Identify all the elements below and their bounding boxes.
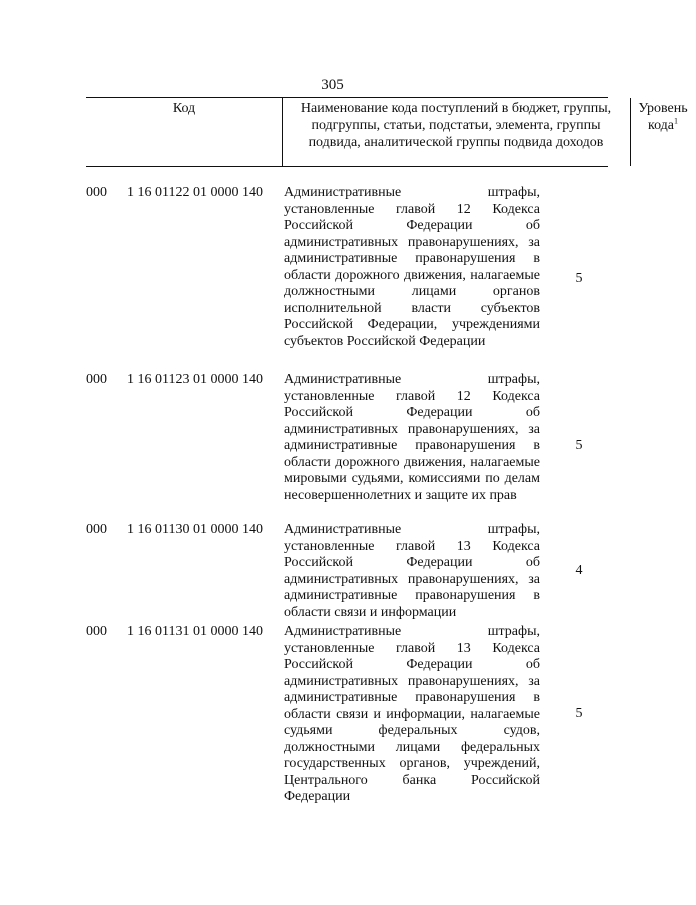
header-name-column [282,98,631,166]
code-level: 4 [575,563,583,578]
admin-code: 000 [86,624,107,639]
header-code-label: Код [172,101,196,116]
header-level-label [630,98,696,134]
revenue-code: 1 16 01123 01 0000 140 [127,372,263,387]
admin-code: 000 [86,185,107,200]
revenue-name: Административные штрафы, установленные главой 13 Кодекса Российской Федерации об административных правонарушениях, за административные правонарушения в области связи и информации, налагаемые судьями федеральных судов, должностными лицами федеральных государственных органов, учреждений, Центрального банка Российской Федерации [284,624,540,804]
header-code-column [86,98,283,166]
revenue-code: 1 16 01130 01 0000 140 [127,522,263,537]
revenue-name: Административные штрафы, установленные главой 12 Кодекса Российской Федерации об административных правонарушениях, за административные правонарушения в области дорожного движения, налагаемые мировыми судьями, комиссиями по делам несовершеннолетних и защите их прав [284,372,540,503]
page-number: 305 [321,77,344,93]
admin-code: 000 [86,372,107,387]
code-level: 5 [575,706,583,721]
admin-code: 000 [86,522,107,537]
revenue-name: Административные штрафы, установленные главой 12 Кодекса Российской Федерации об административных правонарушениях, за административные правонарушения в области дорожного движения, налагаемые должностными лицами органов исполнительной власти субъектов Российской Федерации, учреждениями субъектов Российской Федерации [284,185,540,349]
header-level-footnote: 1 [674,116,679,126]
header-level-text: Уровень кода [638,101,688,133]
code-level: 5 [575,438,583,453]
header-level-column [630,98,696,166]
table-header [86,97,688,167]
revenue-name: Административные штрафы, установленные главой 13 Кодекса Российской Федерации об административных правонарушениях, за административные правонарушения в области связи и информации [284,522,540,620]
revenue-code: 1 16 01122 01 0000 140 [127,185,263,200]
revenue-code: 1 16 01131 01 0000 140 [127,624,263,639]
code-level: 5 [575,271,583,286]
header-name-label: Наименование кода поступлений в бюджет, группы, подгруппы, статьи, подстатьи, элемента, группы подвида, аналитической группы подвида доходов [300,101,612,150]
